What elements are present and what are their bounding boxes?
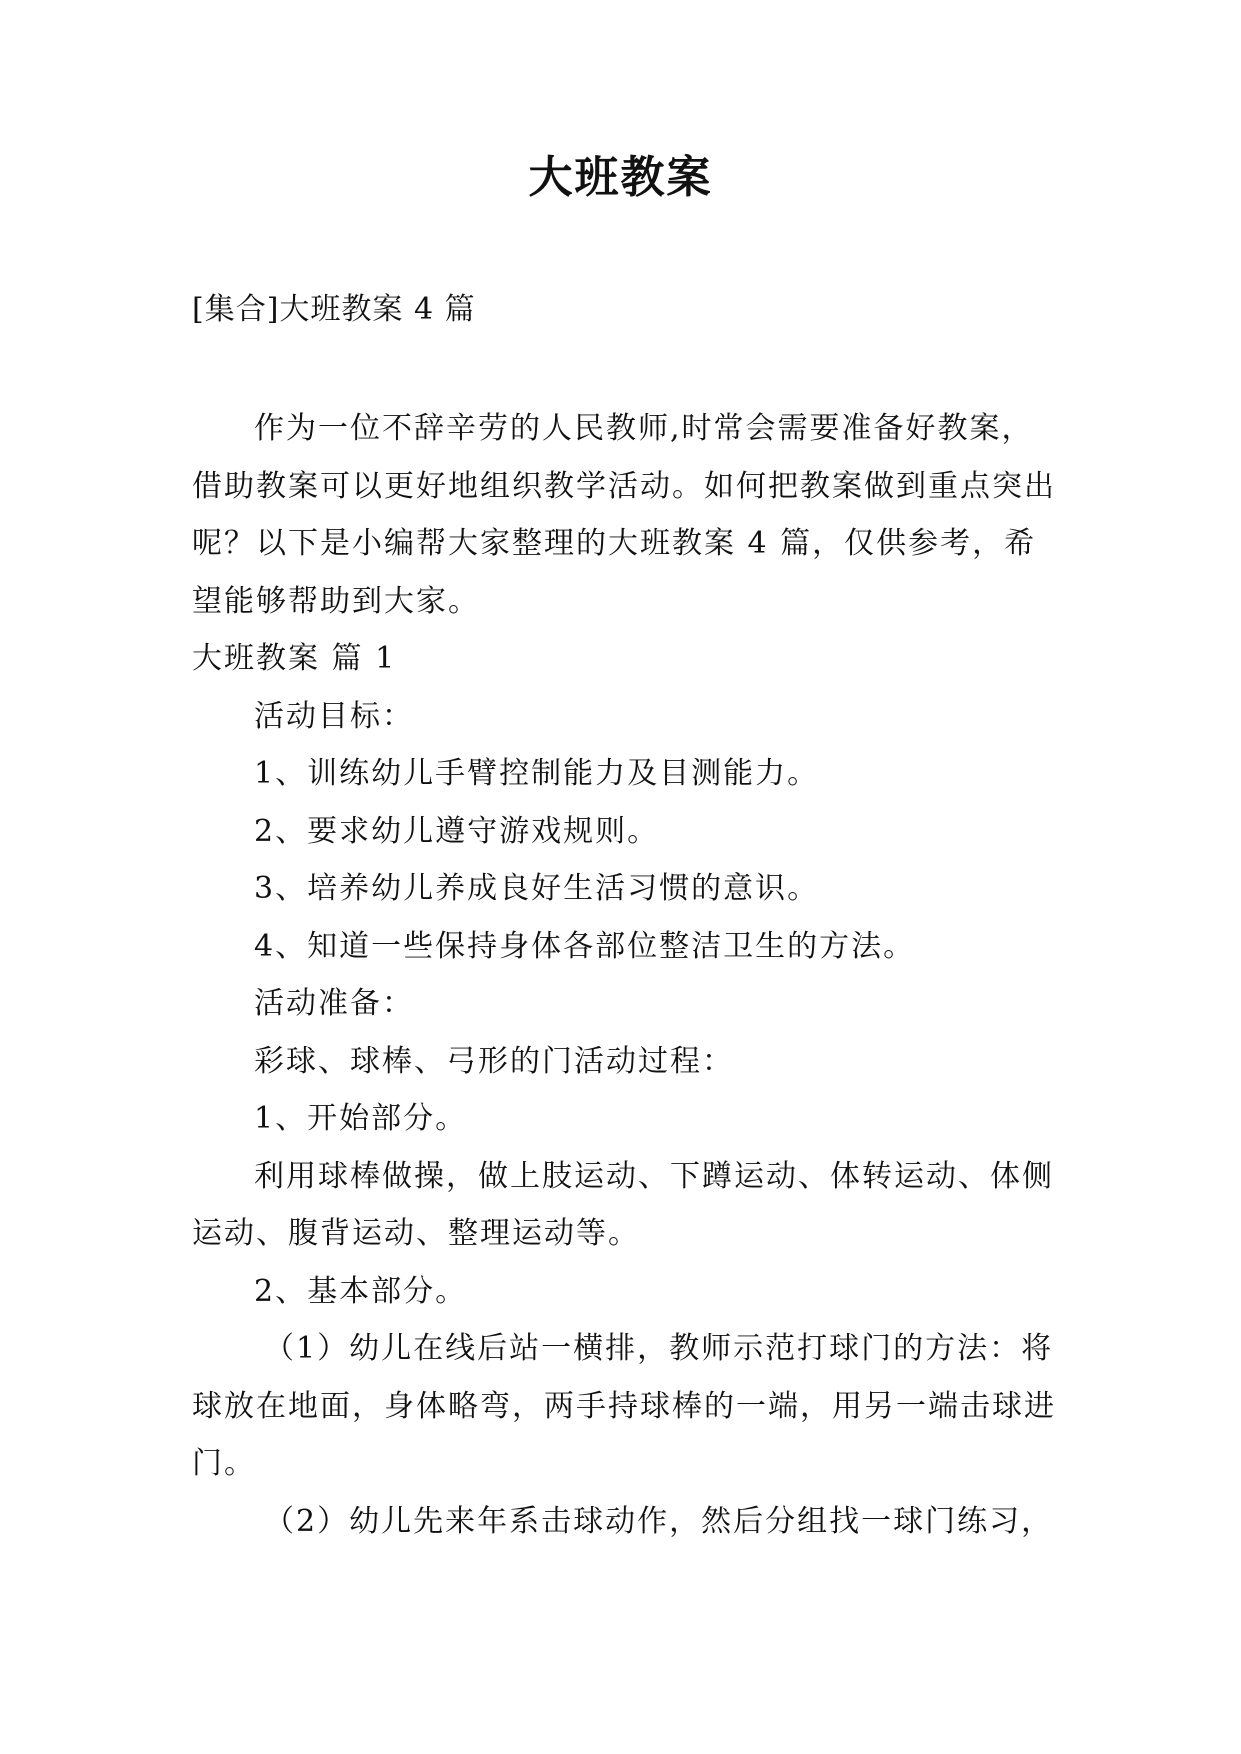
document-body [192, 400, 1064, 1550]
document-subtitle: [集合]大班教案 4 篇 [192, 292, 476, 327]
process-step: 2、基本部分。 [254, 1273, 468, 1309]
section-heading: 大班教案 篇 1 [192, 641, 397, 676]
goal-item: 2、要求幼儿遵守游戏规则。 [254, 813, 660, 849]
process-paragraph: （2）幼儿先来年系击球动作，然后分组找一球门练习， [264, 1503, 1054, 1539]
goal-item: 3、培养幼儿养成良好生活习惯的意识。 [254, 871, 820, 906]
intro-paragraph: 作为一位不辞辛劳的人民教师,时常会需要准备好教案，借助教案可以更好地组织教学活动。如何把教案做到重点突出呢？以下是小编帮大家整理的大班教案 4 篇，仅供参考，希望能够帮助到大家。 [192, 411, 1056, 619]
process-paragraph: 利用球棒做操，做上肢运动、下蹲运动、体转运动、体侧运动、腹背运动、整理运动等。 [192, 1158, 1054, 1251]
preparation-text: 彩球、球棒、弓形的门活动过程： [254, 1043, 734, 1079]
process-paragraph: （1）幼儿在线后站一横排，教师示范打球门的方法：将球放在地面，身体略弯，两手持球棒的一端，用另一端击球进门。 [192, 1331, 1056, 1481]
goal-item: 4、知道一些保持身体各部位整洁卫生的方法。 [254, 928, 916, 964]
goal-item: 1、训练幼儿手臂控制能力及目测能力。 [254, 756, 820, 791]
document-title: 大班教案 [528, 152, 713, 203]
process-step: 1、开始部分。 [254, 1101, 468, 1136]
activity-preparation-heading: 活动准备： [254, 986, 414, 1021]
activity-goals-heading: 活动目标： [254, 698, 414, 734]
